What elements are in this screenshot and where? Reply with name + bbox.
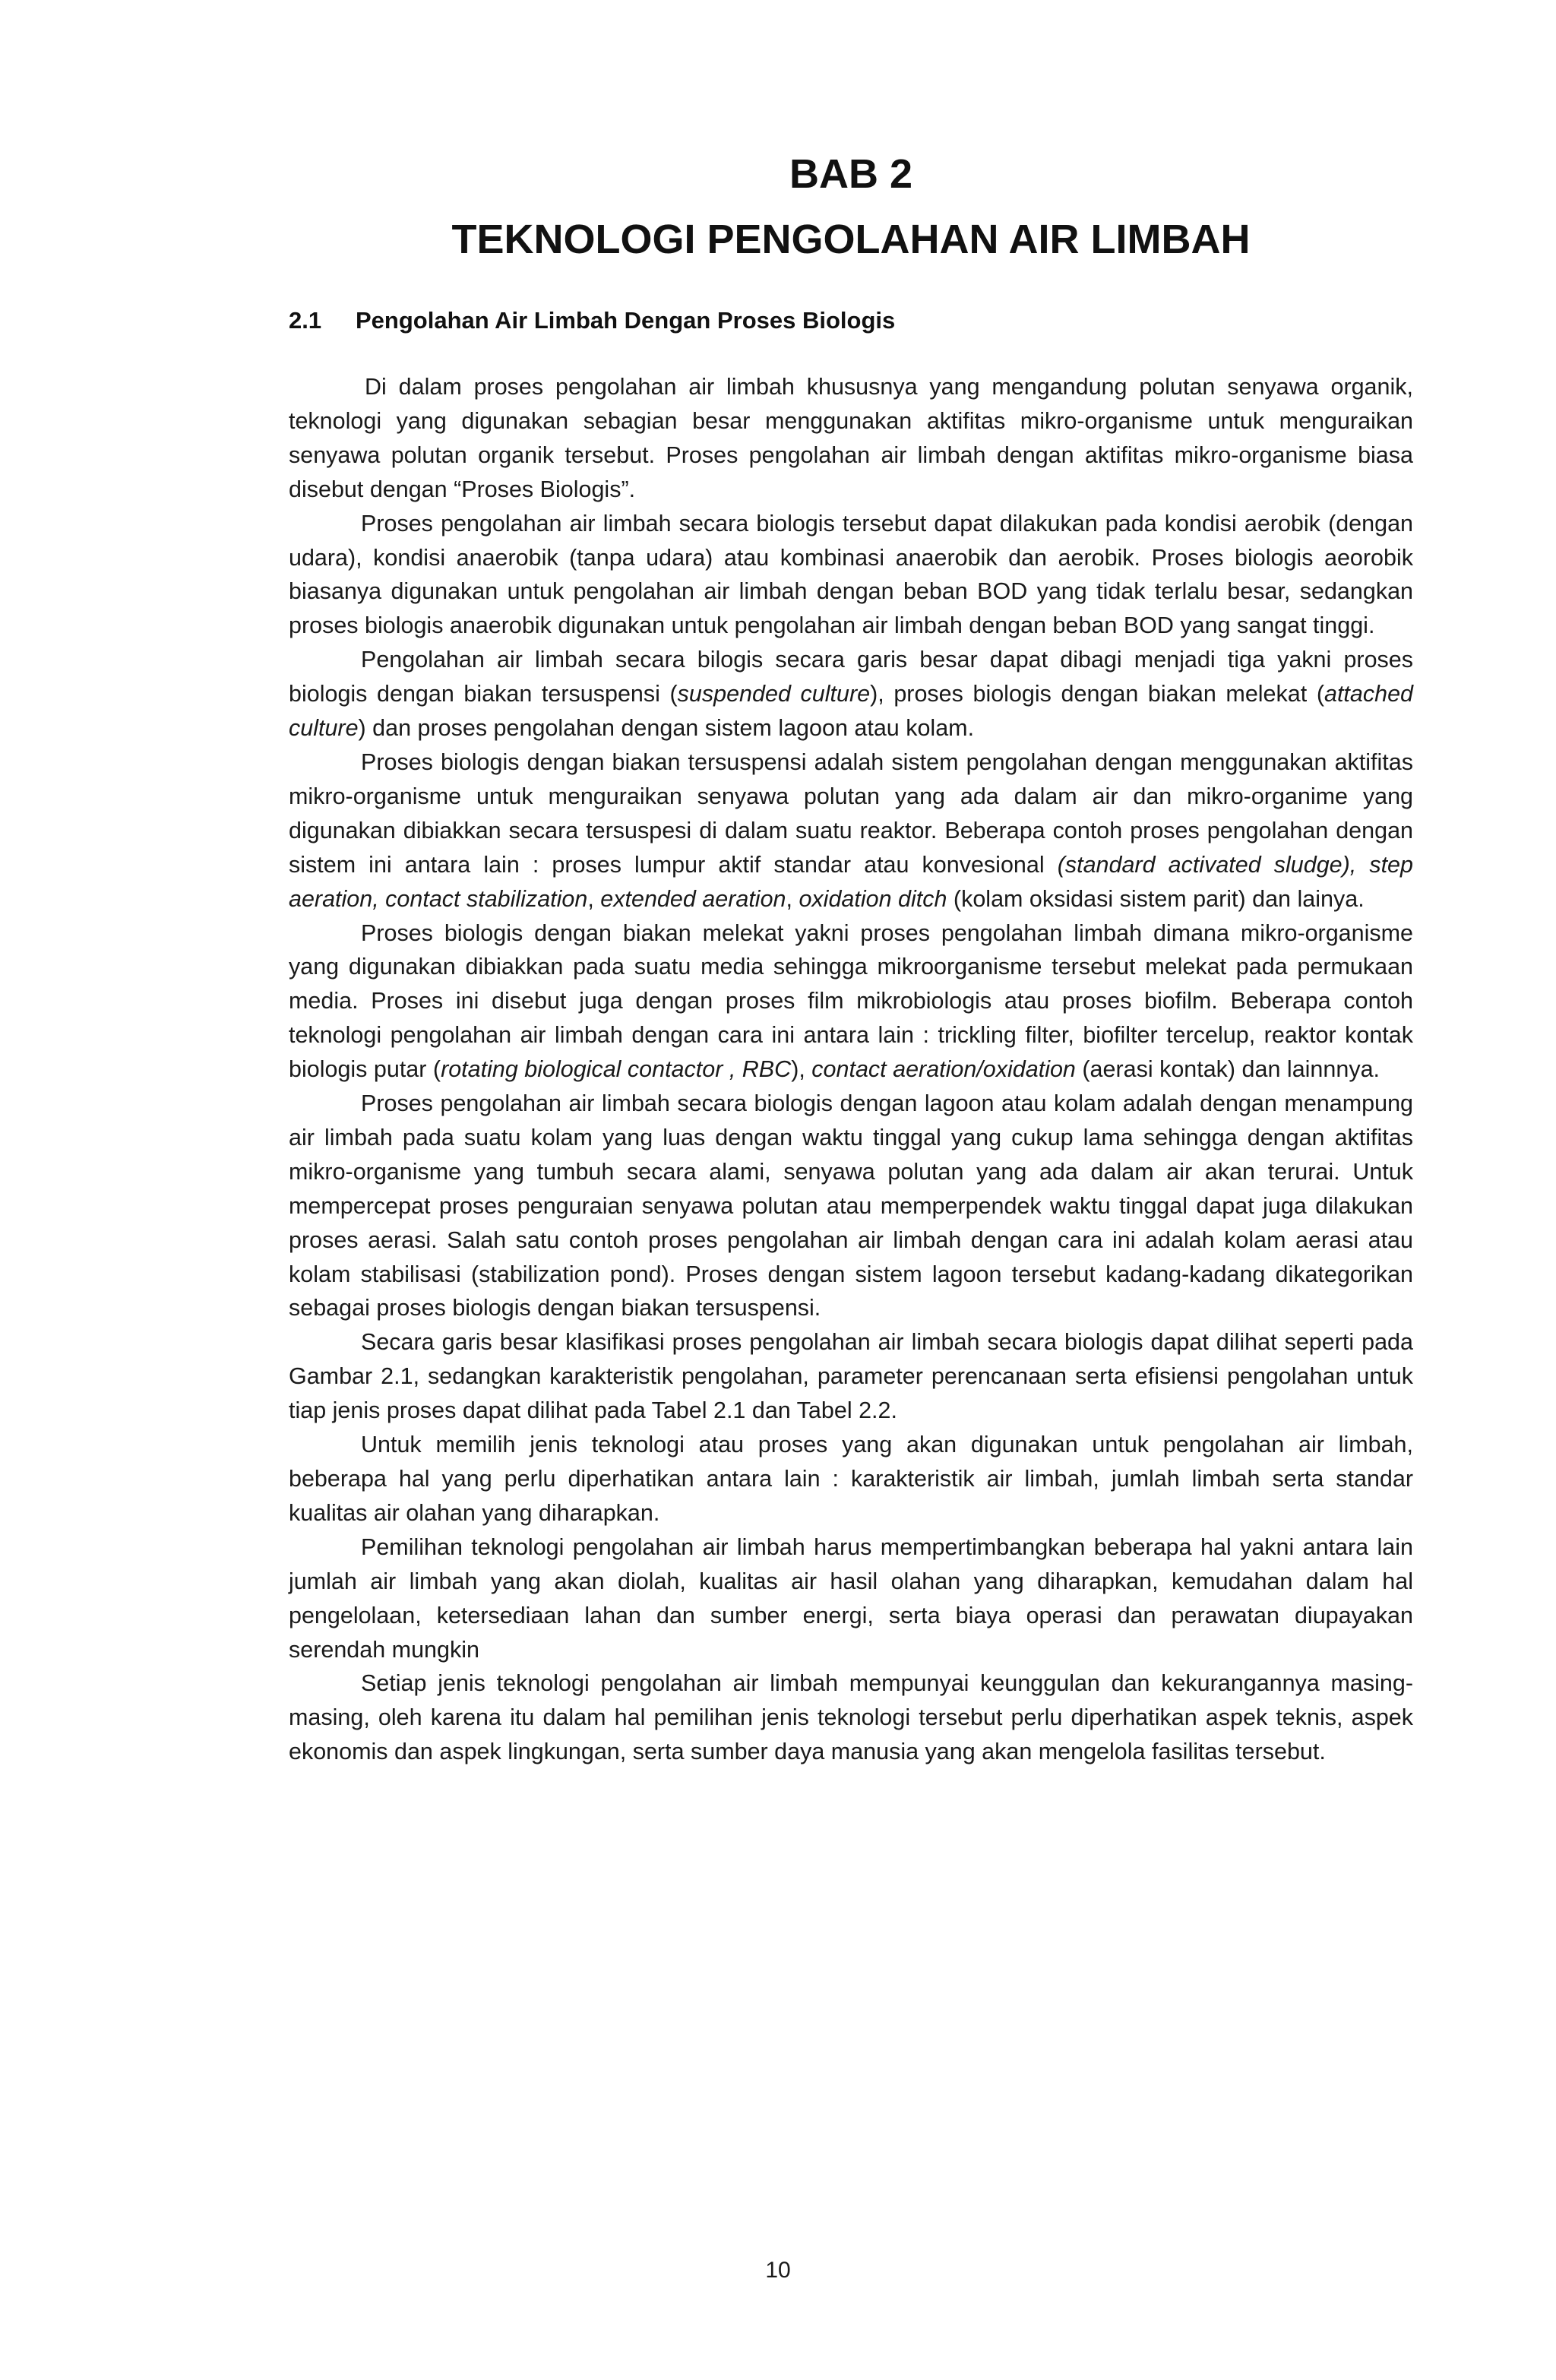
paragraph-text: Proses pengolahan air limbah secara biologis dengan lagoon atau kolam adalah dengan menampung air limbah pada suatu kolam yang luas dengan waktu tinggal yang cukup lama sehingga dengan aktifitas mikro-organisme yang tumbuh secara alami, senyawa polutan yang ada dalam air akan terurai. Untuk mempercepat proses penguraian senyawa polutan atau memperpendek waktu tinggal dapat juga dilakukan proses aerasi. Salah satu contoh proses pengolahan air limbah dengan cara ini adalah kolam aerasi atau kolam stabilisasi (stabilization pond). Proses dengan sistem lagoon tersebut kadang-kadang dikategorikan sebagai proses biologis dengan biakan tersuspensi.: [289, 1090, 1413, 1321]
italic-term: extended aeration: [600, 885, 786, 912]
body-paragraph: [289, 370, 1413, 507]
body-paragraph: [289, 507, 1413, 644]
body-paragraph: [289, 643, 1413, 745]
paragraph-text: Pengolahan air limbah secara bilogis secara garis besar dapat dibagi menjadi tiga yakni proses biologis dengan biakan tersuspensi (: [289, 647, 1413, 707]
italic-term: attached culture: [289, 681, 1413, 742]
paragraph-text: (kolam oksidasi sistem parit) dan lainya.: [947, 885, 1365, 912]
section-number: 2.1: [289, 307, 322, 334]
section-title: Pengolahan Air Limbah Dengan Proses Biologis: [356, 307, 896, 334]
body-paragraph: [289, 1428, 1413, 1530]
paragraph-text: Secara garis besar klasifikasi proses pengolahan air limbah secara biologis dapat dilihat seperti pada Gambar 2.1, sedangkan karakteristik pengolahan, parameter perencanaan serta efisiensi pengolahan untuk tiap jenis proses dapat dilihat pada Tabel 2.1 dan Tabel 2.2.: [289, 1329, 1413, 1424]
chapter-label: BAB 2: [789, 151, 913, 197]
paragraph-text: ,: [587, 885, 601, 912]
italic-term: rotating biological contactor , RBC: [441, 1056, 792, 1083]
body-paragraph: [289, 1087, 1413, 1325]
italic-term: oxidation ditch: [799, 885, 947, 912]
paragraph-text: Di dalam proses pengolahan air limbah khususnya yang mengandung polutan senyawa organik, teknologi yang digunakan sebagian besar menggunakan aktifitas mikro-organisme untuk menguraikan senyawa polutan organik tersebut. Proses pengolahan air limbah dengan aktifitas mikro-organisme biasa disebut dengan “Proses Biologis”.: [289, 374, 1413, 502]
paragraph-text: ,: [786, 885, 799, 912]
paragraph-text: Proses pengolahan air limbah secara biologis tersebut dapat dilakukan pada kondisi aerobik (dengan udara), kondisi anaerobik (tanpa udara) atau kombinasi anaerobik dan aerobik. Proses biologis aeorobik biasanya digunakan untuk pengolahan air limbah dengan beban BOD yang tidak terlalu besar, sedangkan proses biologis anaerobik digunakan untuk pengolahan air limbah dengan beban BOD yang sangat tinggi.: [289, 510, 1413, 639]
italic-term: suspended culture: [677, 681, 871, 707]
italic-term: (standard activated sludge), step aeration, contact stabilization: [289, 851, 1413, 912]
body-paragraph: [289, 1325, 1413, 1428]
body-paragraph: [289, 1530, 1413, 1667]
body-paragraph: [289, 916, 1413, 1087]
paragraph-text: Proses biologis dengan biakan melekat yakni proses pengolahan limbah dimana mikro-organisme yang digunakan dibiakkan pada suatu media sehingga mikroorganisme tersebut melekat pada permukaan media. Proses ini disebut juga dengan proses film mikrobiologis atau proses biofilm. Beberapa contoh teknologi pengolahan air limbah dengan cara ini antara lain : trickling filter, biofilter tercelup, reaktor kontak biologis putar (: [289, 919, 1413, 1083]
paragraph-text: (aerasi kontak) dan lainnnya.: [1075, 1056, 1380, 1083]
chapter-title: TEKNOLOGI PENGOLAHAN AIR LIMBAH: [451, 217, 1251, 262]
paragraph-text: Proses biologis dengan biakan tersuspensi adalah sistem pengolahan dengan menggunakan aktifitas mikro-organisme untuk menguraikan senyawa polutan yang ada dalam air dan mikro-organime yang digunakan dibiakkan secara tersuspesi di dalam suatu reaktor. Beberapa contoh proses pengolahan dengan sistem ini antara lain : proses lumpur aktif standar atau konvesional: [289, 748, 1413, 878]
paragraph-text: ), proses biologis dengan biakan melekat (: [870, 681, 1324, 707]
body-paragraph: [289, 1666, 1413, 1769]
paragraph-text: Setiap jenis teknologi pengolahan air limbah mempunyai keunggulan dan kekurangannya masing-masing, oleh karena itu dalam hal pemilihan jenis teknologi tersebut perlu diperhatikan aspek teknis, aspek ekonomis dan aspek lingkungan, serta sumber daya manusia yang akan mengelola fasilitas tersebut.: [289, 1670, 1413, 1765]
paragraph-text: Pemilihan teknologi pengolahan air limbah harus mempertimbangkan beberapa hal yakni antara lain jumlah air limbah yang akan diolah, kualitas air hasil olahan yang diharapkan, kemudahan dalam hal pengelolaan, ketersediaan lahan dan sumber energi, serta biaya operasi dan perawatan diupayakan serendah mungkin: [289, 1533, 1413, 1663]
body-text: [289, 370, 1413, 1769]
paragraph-text: Untuk memilih jenis teknologi atau proses yang akan digunakan untuk pengolahan air limbah, beberapa hal yang perlu diperhatikan antara lain : karakteristik air limbah, jumlah limbah serta standar kualitas air olahan yang diharapkan.: [289, 1432, 1413, 1526]
paragraph-text: ) dan proses pengolahan dengan sistem lagoon atau kolam.: [358, 715, 975, 742]
body-paragraph: [289, 745, 1413, 916]
section-heading: [289, 304, 1413, 337]
paragraph-text: ),: [791, 1056, 812, 1083]
page-number: 10: [765, 2258, 791, 2283]
italic-term: contact aeration/oxidation: [811, 1056, 1076, 1083]
